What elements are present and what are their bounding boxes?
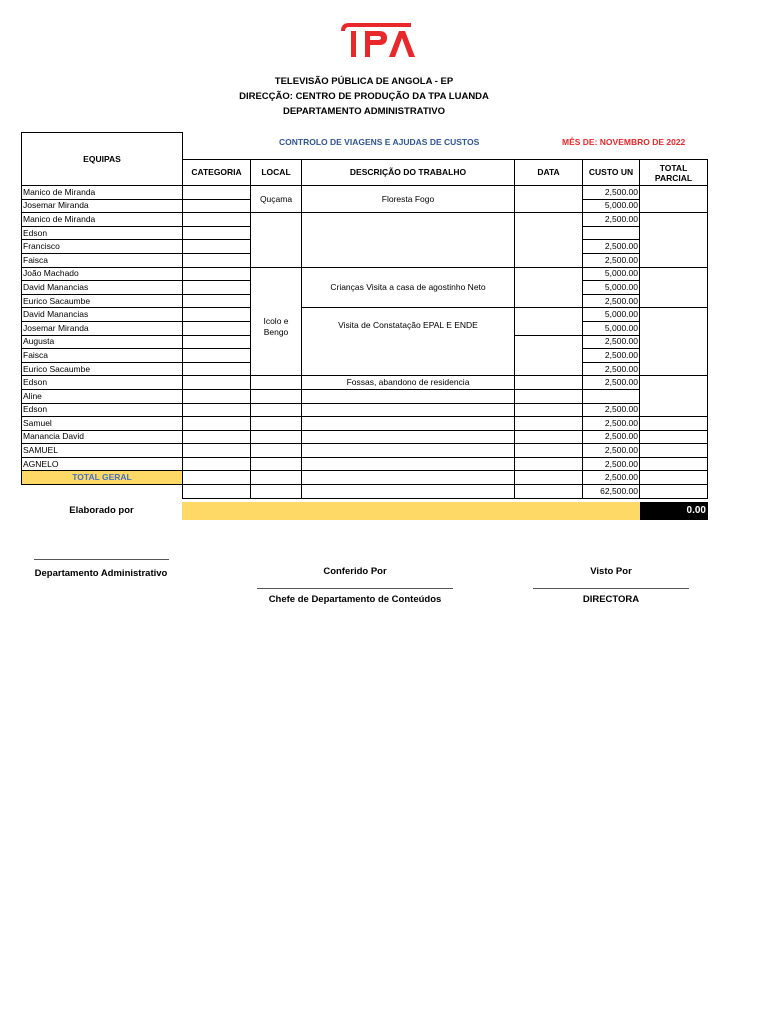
description-cell: Visita de Constatação EPAL E ENDE [302,308,515,376]
directora-label: DIRECTORA [582,594,640,605]
description-cell: Fossas, abandono de residencia [302,376,515,390]
cost-cell: 5,000.00 [583,321,640,335]
team-member: Francisco [22,240,183,254]
cost-cell: 2,500.00 [583,430,640,444]
col-categoria: CATEGORIA [183,160,251,186]
cost-cell: 2,500.00 [583,417,640,431]
cost-cell: 2,500.00 [583,240,640,254]
cost-cell: 2,500.00 [583,403,640,417]
cost-cell: 2,500.00 [583,335,640,349]
cost-cell: 2,500.00 [583,471,640,485]
cost-cell [583,389,640,403]
conferido-label: Conferido Por [323,566,387,577]
team-member: Manico de Miranda [22,186,183,200]
description-cell: Floresta Fogo [302,186,515,213]
col-equipas: EQUIPAS [22,133,183,186]
col-descricao: DESCRIÇÃO DO TRABALHO [302,160,515,186]
cost-cell: 5,000.00 [583,308,640,322]
team-member: Josemar Miranda [22,199,183,213]
cost-cell: 5,000.00 [583,281,640,295]
cost-cell: 2,500.00 [583,376,640,390]
cost-cell: 2,500.00 [583,253,640,267]
cost-cell: 2,500.00 [583,349,640,363]
col-data: DATA [515,160,583,186]
col-local: LOCAL [251,160,302,186]
grand-total: 0.00 [640,502,708,520]
elaborado-field [182,502,640,520]
team-member: João Machado [22,267,183,281]
team-member: Faisca [22,349,183,363]
team-member: David Manancias [22,281,183,295]
team-member: Edson [22,226,183,240]
local-cell: Icolo e Bengo [251,308,302,376]
team-member: Manico de Miranda [22,213,183,227]
department-name: DEPARTAMENTO ADMINISTRATIVO [282,106,446,117]
dept-signature-label: Departamento Administrativo [34,568,168,579]
cost-cell: 2,500.00 [583,362,640,376]
col-total: TOTAL PARCIAL [640,160,708,186]
cost-cell: 5,000.00 [583,267,640,281]
team-member: Eurico Sacaumbe [22,294,183,308]
cost-cell: 2,500.00 [583,457,640,471]
team-member: Faisca [22,253,183,267]
signature-line [257,588,453,589]
month-label: MÊS DE: NOVEMBRO DE 2022 [562,137,686,147]
team-member: Josemar Miranda [22,321,183,335]
team-member: Edson [22,403,183,417]
tpa-logo [341,23,416,59]
cost-cell: 5,000.00 [583,199,640,213]
cost-cell: 2,500.00 [583,213,640,227]
team-member: Samuel [22,417,183,431]
cost-cell: 2,500.00 [583,186,640,200]
team-member: Aline [22,389,183,403]
signature-line [533,588,689,589]
team-member: SAMUEL [22,444,183,458]
description-cell: Crianças Visita a casa de agostinho Neto [302,267,515,308]
local-cell: Quçama [251,186,302,213]
cost-cell [583,226,640,240]
sum-cell: 62,500.00 [583,485,640,499]
signature-line [34,559,169,560]
visto-label: Visto Por [590,566,632,577]
cost-cell: 2,500.00 [583,444,640,458]
control-title: CONTROLO DE VIAGENS E AJUDAS DE CUSTOS [279,137,480,147]
direction-name: DIRECÇÃO: CENTRO DE PRODUÇÃO DA TPA LUANDA [239,91,489,102]
team-member: Eurico Sacaumbe [22,362,183,376]
col-custo: CUSTO UN [583,160,640,186]
team-member: Manancia David [22,430,183,444]
chefe-label: Chefe de Departamento de Conteúdos [268,594,442,605]
team-member: Augusta [22,335,183,349]
total-geral-label: TOTAL GERAL [22,471,183,485]
elaborado-label: Elaborado por [69,505,134,516]
team-member: AGNELO [22,457,183,471]
travel-table [21,132,708,499]
cost-cell: 2,500.00 [583,294,640,308]
team-member: David Manancias [22,308,183,322]
team-member: Edson [22,376,183,390]
company-name: TELEVISÃO PÚBLICA DE ANGOLA - EP [274,76,454,87]
